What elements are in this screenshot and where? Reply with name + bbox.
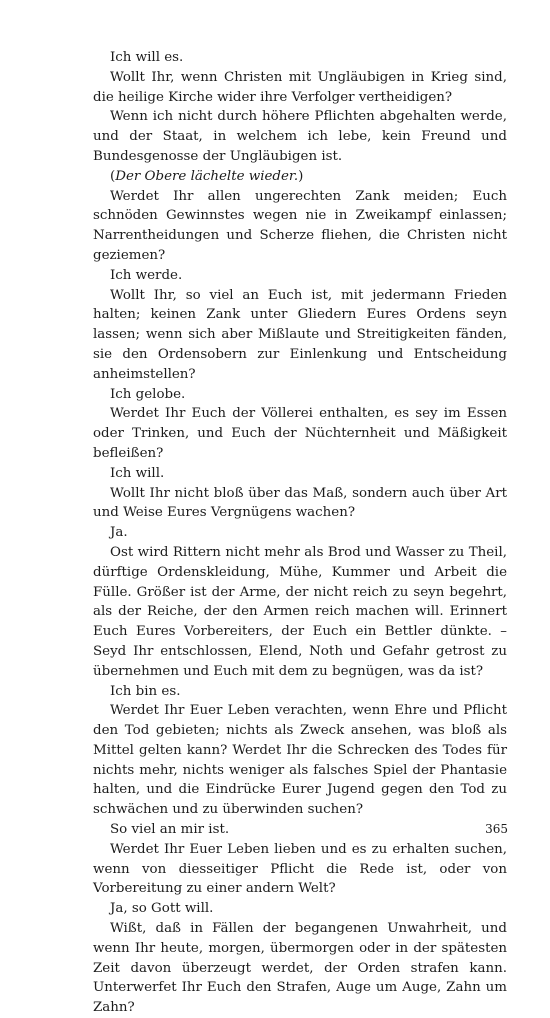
stage-direction-open: ( bbox=[110, 168, 116, 184]
body-text bbox=[93, 48, 507, 1018]
paragraph: Ost wird Rittern nicht mehr als Brod und Wasser zu Theil, dürftige Ordenskleidung, Mühe, Kummer und Arbeit die Fülle. Größer ist der Arme, der nicht reich zu seyn begehrt, als der Reiche, der den Armen reich machen will. Erinnert Euch Eures Vorbereiters, der Euch ein Bettler dünkte. – Seyd Ihr entschlossen, Elend, Noth und Gefahr getrost zu übernehmen und Euch mit dem zu begnügen, was da ist? bbox=[93, 544, 507, 679]
stage-direction bbox=[93, 167, 507, 187]
paragraph: Wenn ich nicht durch höhere Pflichten abgehalten werde, und der Staat, in welchem ich lebe, kein Freund und Bundesgenosse der Ungläubigen ist. bbox=[93, 109, 507, 164]
paragraph: Werdet Ihr allen ungerechten Zank meiden; Euch schnöden Gewinnstes wegen nie in Zweikampf einlassen; Narrentheidungen und Scherze fliehen, die Christen nicht geziemen? bbox=[93, 188, 507, 263]
paragraph: Ich werde. bbox=[110, 267, 183, 283]
paragraph: Wollt Ihr, so viel an Euch ist, mit jedermann Frieden halten; keinen Zank unter Gliedern Eures Ordens seyn lassen; wenn sich aber Mißlaute und Streitigkeiten fänden, sie den Ordensobern zur Einlenkung und Entscheidung anheimstellen? bbox=[93, 287, 507, 382]
stage-direction-close: ) bbox=[298, 168, 304, 184]
paragraph: Werdet Ihr Euer Leben verachten, wenn Ehre und Pflicht den Tod gebieten; nichts als Zweck ansehen, was bloß als Mittel gelten kann? Werdet Ihr die Schrecken des Todes für nichts mehr, nichts weniger als falsches Spiel der Phantasie halten, und die Eindrücke Eurer Jugend gegen den Tod zu schwächen und zu überwinden suchen? bbox=[93, 703, 507, 818]
paragraph: Ich will. bbox=[110, 465, 165, 481]
paragraph: Ich will es. bbox=[110, 50, 184, 65]
paragraph: Ja, so Gott will. bbox=[110, 901, 214, 917]
stage-direction-text: Der Obere lächelte wieder. bbox=[115, 168, 299, 184]
paragraph: Ich gelobe. bbox=[110, 386, 186, 402]
paragraph: Wißt, daß in Fällen der begangenen Unwahrheit, und wenn Ihr heute, morgen, übermorgen oder in der spätesten Zeit davon überzeugt werdet, der Orden strafen kann. Unterwerfet Ihr Euch den Strafen, Auge um Auge, Zahn um Zahn? bbox=[93, 921, 507, 1016]
paragraph: Werdet Ihr Euch der Völlerei enthalten, es sey im Essen oder Trinken, und Euch der Nüchternheit und Mäßigkeit befleißen? bbox=[93, 406, 507, 461]
page-number: 365 bbox=[485, 822, 508, 836]
paragraph: Wollt Ihr nicht bloß über das Maß, sondern auch über Art und Weise Eures Vergnügens wachen? bbox=[93, 485, 507, 521]
paragraph: Werdet Ihr Euer Leben lieben und es zu erhalten suchen, wenn von diesseitiger Pflicht die Rede ist, oder von Vorbereitung zu einer andern Welt? bbox=[93, 841, 507, 897]
paragraph: So viel an mir ist. bbox=[110, 822, 230, 838]
paragraph: Wollt Ihr, wenn Christen mit Ungläubigen in Krieg sind, die heilige Kirche wider ihre Verfolger vertheidigen? bbox=[93, 69, 507, 105]
paragraph: Ich bin es. bbox=[110, 683, 181, 699]
paragraph: Ja. bbox=[110, 525, 128, 541]
